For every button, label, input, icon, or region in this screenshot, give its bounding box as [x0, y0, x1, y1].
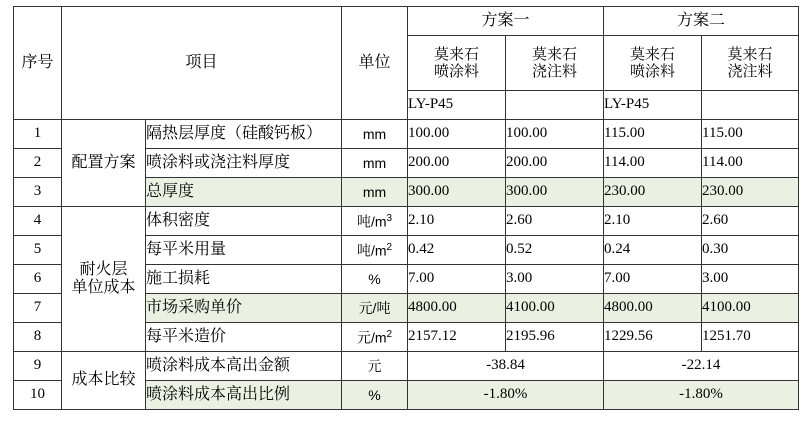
header-code-3: LY-P45 [604, 91, 702, 120]
header-code-2 [506, 91, 604, 120]
row-value-2: 300.00 [506, 178, 604, 207]
row-item: 体积密度 [146, 207, 342, 236]
table-row [14, 352, 799, 381]
row-value-4: 115.00 [702, 120, 799, 149]
row-value-3: 230.00 [604, 178, 702, 207]
row-item: 每平米造价 [146, 323, 342, 352]
header-material-3-line2: 喷涂料 [630, 63, 676, 80]
row-value-3: 0.24 [604, 236, 702, 265]
row-value-2: 100.00 [506, 120, 604, 149]
header-material-1-line1: 莫来石 [434, 45, 480, 63]
row-value-3: 114.00 [604, 149, 702, 178]
row-value-4: 1251.70 [702, 323, 799, 352]
row-unit-text: 元/m [356, 329, 387, 346]
row-item: 每平米用量 [146, 236, 342, 265]
row-unit: 元 [342, 352, 408, 381]
row-seq: 1 [14, 120, 62, 149]
row-seq: 2 [14, 149, 62, 178]
row-value-merged-2: -1.80% [604, 381, 799, 410]
header-plan-1: 方案一 [408, 7, 604, 36]
row-value-3: 1229.56 [604, 323, 702, 352]
row-value-1: 7.00 [408, 265, 506, 294]
group-label-refractory-unit-cost [62, 207, 146, 352]
row-value-3: 7.00 [604, 265, 702, 294]
row-item: 施工损耗 [146, 265, 342, 294]
header-seq: 序号 [14, 7, 62, 120]
header-item: 项目 [62, 7, 342, 120]
row-value-1: 0.42 [408, 236, 506, 265]
row-value-2: 0.52 [506, 236, 604, 265]
header-plan-2: 方案二 [604, 7, 799, 36]
header-material-1 [408, 36, 506, 91]
row-value-merged-1: -38.84 [408, 352, 604, 381]
row-unit-exponent: 2 [386, 241, 393, 253]
row-seq: 3 [14, 178, 62, 207]
header-material-3-line1: 莫来石 [630, 45, 676, 63]
row-seq: 7 [14, 294, 62, 323]
header-material-1-line2: 喷涂料 [434, 63, 480, 80]
row-unit: % [342, 381, 408, 410]
header-material-4 [702, 36, 799, 91]
row-item: 喷涂料或浇注料厚度 [146, 149, 342, 178]
row-item: 市场采购单价 [146, 294, 342, 323]
group-label-configuration: 配置方案 [62, 120, 146, 207]
row-value-2: 2195.96 [506, 323, 604, 352]
row-unit: 元/吨 [342, 294, 408, 323]
header-row-plans [14, 7, 799, 36]
group-label-line1: 耐火层 [79, 260, 128, 278]
row-value-1: 4800.00 [408, 294, 506, 323]
row-value-4: 3.00 [702, 265, 799, 294]
header-material-3 [604, 36, 702, 91]
header-material-2-line1: 莫来石 [532, 45, 578, 63]
row-unit-text: 吨/m [356, 213, 387, 230]
row-item: 喷涂料成本高出金额 [146, 352, 342, 381]
row-unit-exponent: 2 [386, 328, 393, 340]
group-label-cost-comparison: 成本比较 [62, 352, 146, 410]
row-seq: 8 [14, 323, 62, 352]
row-value-1: 200.00 [408, 149, 506, 178]
row-value-3: 4800.00 [604, 294, 702, 323]
row-value-3: 2.10 [604, 207, 702, 236]
row-unit: mm [342, 120, 408, 149]
row-value-1: 2.10 [408, 207, 506, 236]
row-value-3: 115.00 [604, 120, 702, 149]
row-seq: 4 [14, 207, 62, 236]
row-unit-exponent: 3 [386, 212, 393, 224]
row-value-2: 2.60 [506, 207, 604, 236]
cost-comparison-table [13, 6, 799, 410]
row-item: 隔热层厚度（硅酸钙板） [146, 120, 342, 149]
spreadsheet-table-container [0, 6, 811, 435]
header-unit: 单位 [342, 7, 408, 120]
table-row [14, 120, 799, 149]
row-value-2: 200.00 [506, 149, 604, 178]
row-unit: mm [342, 149, 408, 178]
row-value-4: 2.60 [702, 207, 799, 236]
header-material-4-line2: 浇注料 [727, 63, 773, 80]
row-unit [342, 236, 408, 265]
row-value-4: 0.30 [702, 236, 799, 265]
row-value-4: 230.00 [702, 178, 799, 207]
row-value-merged-2: -22.14 [604, 352, 799, 381]
group-label-line2: 单位成本 [71, 279, 136, 296]
header-code-4 [702, 91, 799, 120]
row-value-4: 4100.00 [702, 294, 799, 323]
header-code-1: LY-P45 [408, 91, 506, 120]
row-value-2: 3.00 [506, 265, 604, 294]
row-value-2: 4100.00 [506, 294, 604, 323]
row-item: 总厚度 [146, 178, 342, 207]
header-material-4-line1: 莫来石 [727, 45, 773, 63]
row-value-1: 2157.12 [408, 323, 506, 352]
header-material-2-line2: 浇注料 [532, 63, 578, 80]
header-material-2 [506, 36, 604, 91]
row-value-merged-1: -1.80% [408, 381, 604, 410]
row-seq: 9 [14, 352, 62, 381]
row-item: 喷涂料成本高出比例 [146, 381, 342, 410]
row-unit-text: 吨/m [356, 242, 387, 259]
row-value-1: 300.00 [408, 178, 506, 207]
row-seq: 6 [14, 265, 62, 294]
row-unit: mm [342, 178, 408, 207]
row-unit [342, 207, 408, 236]
row-value-1: 100.00 [408, 120, 506, 149]
row-seq: 5 [14, 236, 62, 265]
table-row [14, 207, 799, 236]
row-unit [342, 323, 408, 352]
row-unit: % [342, 265, 408, 294]
row-seq: 10 [14, 381, 62, 410]
row-value-4: 114.00 [702, 149, 799, 178]
